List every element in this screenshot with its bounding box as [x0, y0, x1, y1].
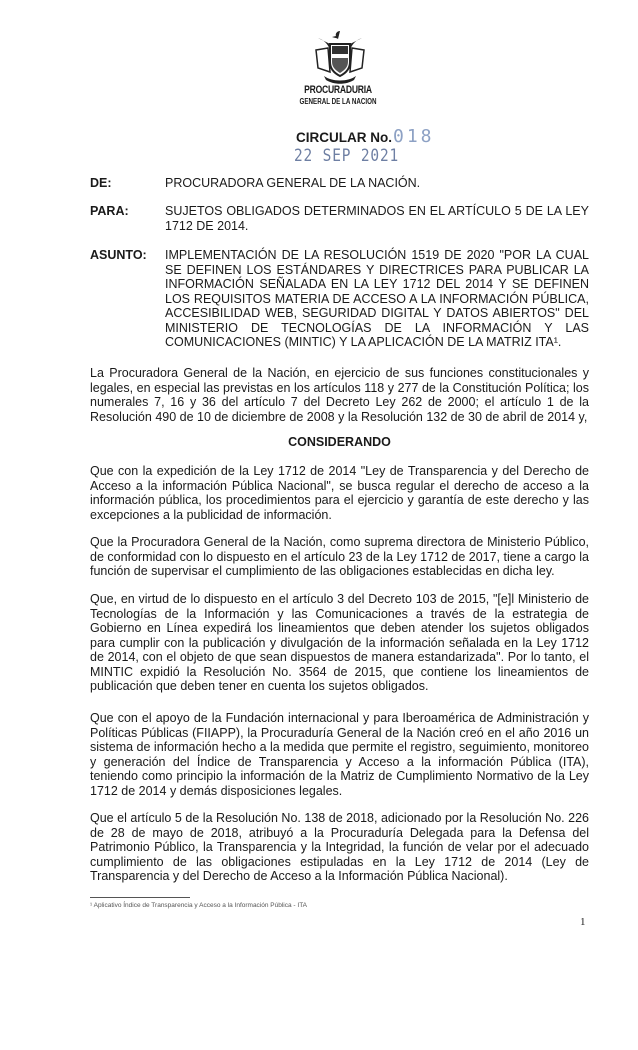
circular-number-stamp: 018 [393, 126, 435, 147]
footnote-divider [90, 897, 190, 898]
brand-name: PROCURADURIA [304, 84, 372, 96]
from-value: PROCURADORA GENERAL DE LA NACIÓN. [165, 176, 421, 190]
considerando-paragraph-5: Que el artículo 5 de la Resolución No. 138 de 2018, adicionado por la Resolución No. 226 de 28 de mayo de 2018, atribuyó a la Procuraduría Delegada para la Defensa del Patrimonio Público, la Transparencia y la Integridad, la función de velar por el adecuado cumplimiento de las obligaciones estipuladas en la Ley 1712 de 2014 (Ley de Transparencia y del Derecho de Acceso a la Información Pública Nacional). [90, 811, 589, 883]
section-heading: CONSIDERANDO [288, 435, 391, 449]
coat-of-arms-logo [310, 28, 370, 86]
to-label: PARA: [90, 204, 129, 218]
subject-value: IMPLEMENTACIÓN DE LA RESOLUCIÓN 1519 DE 2020 "POR LA CUAL SE DEFINEN LOS ESTÁNDARES Y DIRECTRICES PARA PUBLICAR LA INFORMACIÓN SEÑALADA EN LA LEY 1712 DEL 2014 Y SE DEFINEN LOS REQUISITOS MATERIA DE ACCESO A LA INFORMACIÓN PÚBLICA, ACCESIBILIDAD WEB, SEGURIDAD DIGITAL Y DATOS ABIERTOS" DEL MINISTERIO DE TECNOLOGÍAS DE LA INFORMACIÓN Y LAS COMUNICACIONES (MINTIC) Y LA APLICACIÓN DE LA MATRIZ ITA¹. [165, 248, 589, 349]
considerando-paragraph-4: Que con el apoyo de la Fundación internacional y para Iberoamérica de Administración y Políticas Públicas (FIIAPP), la Procuraduría General de la Nación creó en el año 2016 un sistema de información hecho a la medida que permite el registro, seguimiento, monitoreo y generación del Índice de Transparencia y Acceso a la información Pública (ITA), teniendo como principio la información de la Matriz de Cumplimiento Normativo de la Ley 1712 de 2014 y demás disposiciones legales. [90, 711, 589, 798]
intro-paragraph: La Procuradora General de la Nación, en ejercicio de sus funciones constitucionales y legales, en especial las previstas en los artículos 118 y 277 de la Constitución Política; los numerales 7, 16 y 36 del artículo 7 del Decreto Ley 262 de 2000; el artículo 1 de la Resolución 490 de 10 de diciembre de 2008 y la Resolución 132 de 30 de abril de 2014 y, [90, 366, 589, 424]
considerando-paragraph-3: Que, en virtud de lo dispuesto en el artículo 3 del Decreto 103 de 2015, "[e]l Ministerio de Tecnologías de la Información y las Comunicaciones a través de la estrategia de Gobierno en Línea expedirá los lineamientos que deben atender los sujetos obligados para cumplir con la publicación y divulgación de la información señalada en la Ley 1712 de 2014, con el objeto de que sean dispuestos de manera estandarizada". Por lo tanto, el MINTIC expidió la Resolución No. 3564 de 2015, que contiene los lineamientos de publicación que deben tener en cuenta los sujetos obligados. [90, 592, 589, 693]
footnote: ¹ Aplicativo Índice de Transparencia y Acceso a la Información Pública - ITA [90, 902, 308, 909]
date-stamp: 22 SEP 2021 [294, 146, 400, 166]
page-number: 1 [580, 916, 586, 928]
to-value: SUJETOS OBLIGADOS DETERMINADOS EN EL ARTÍCULO 5 DE LA LEY 1712 DE 2014. [165, 204, 589, 233]
brand-subtitle: GENERAL DE LA NACION [299, 97, 377, 106]
circular-label: CIRCULAR No. [296, 130, 392, 145]
considerando-paragraph-2: Que la Procuradora General de la Nación, como suprema directora de Ministerio Público, de conformidad con lo dispuesto en el artículo 23 de la Ley 1712 de 2017, tiene a cargo la función de supervisar el cumplimiento de las obligaciones establecidas en dicha ley. [90, 535, 589, 578]
considerando-paragraph-1: Que con la expedición de la Ley 1712 de 2014 "Ley de Transparencia y del Derecho de Acceso a la información Pública Nacional", se busca regular el derecho de acceso a la información pública, los procedimientos para el ejercicio y garantía de este derecho y las excepciones a la publicidad de información. [90, 464, 589, 522]
subject-label: ASUNTO: [90, 248, 147, 262]
from-label: DE: [90, 176, 112, 190]
